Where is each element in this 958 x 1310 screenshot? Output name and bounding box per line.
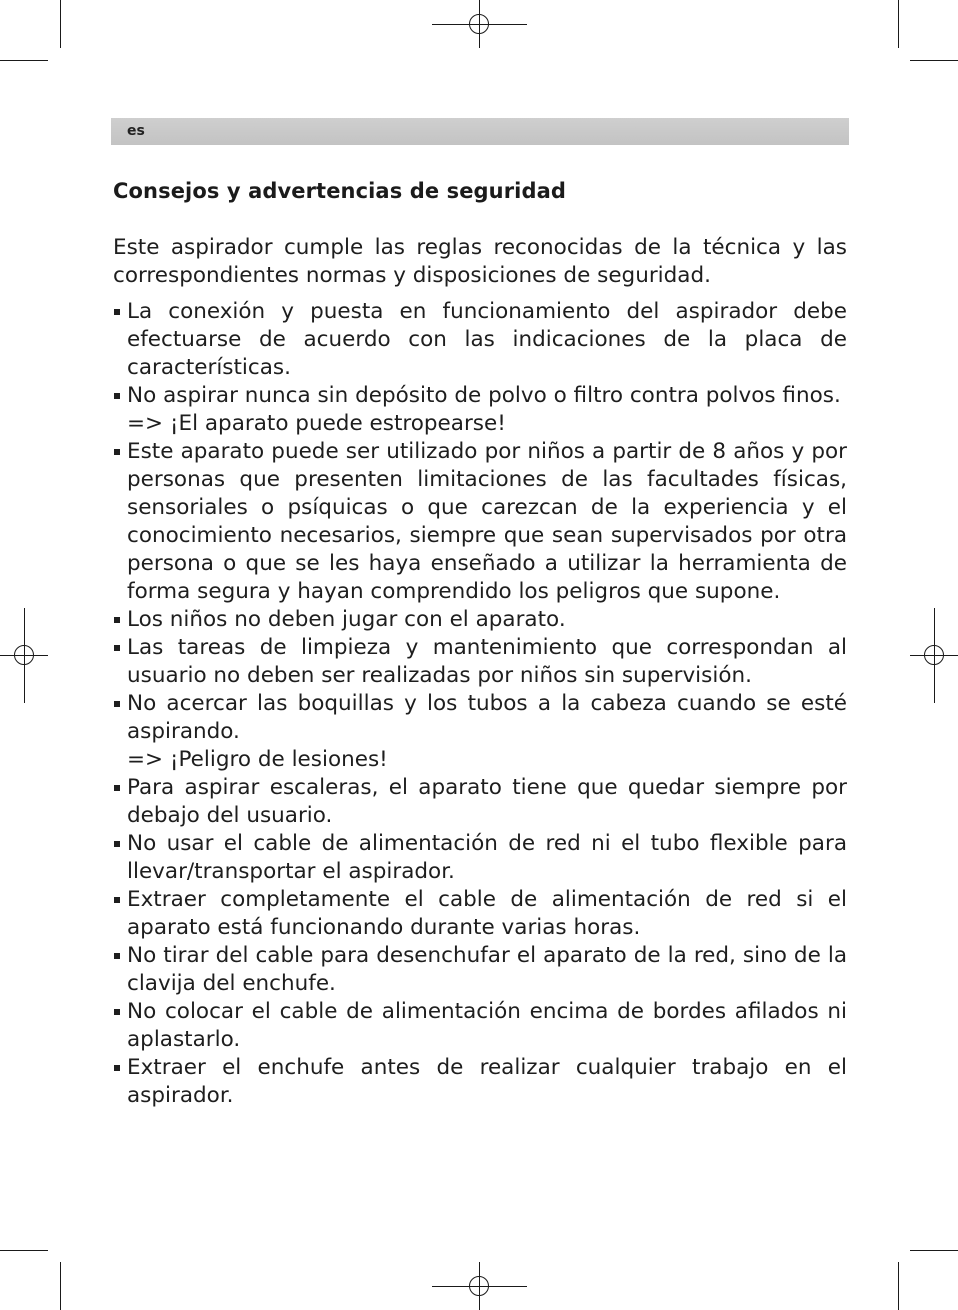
language-header-bar [111, 118, 849, 145]
list-item [113, 690, 847, 774]
list-item-text: La conexión y puesta en funcionamiento del aspirador debe efectuarse de acuerdo con las indicaciones de la placa de características. [127, 299, 847, 380]
crop-mark-bottom-right-horizontal [910, 1250, 958, 1251]
bullet-icon [114, 1065, 120, 1071]
warning-note: => ¡El aparato puede estropearse! [127, 411, 506, 436]
list-item [113, 634, 847, 690]
crop-mark-bottom-right-vertical [898, 1262, 899, 1310]
list-item-text: Los niños no deben jugar con el aparato. [127, 607, 566, 632]
list-item-text: No aspirar nunca sin depósito de polvo o filtro contra polvos finos. [127, 383, 841, 408]
list-item-text: Extraer completamente el cable de alimentación de red si el aparato está funcionando durante varias horas. [127, 887, 847, 940]
list-item-text: No acercar las boquillas y los tubos a la cabeza cuando se esté aspirando. [127, 691, 847, 744]
list-item [113, 1054, 847, 1110]
list-item-text: No usar el cable de alimentación de red ni el tubo flexible para llevar/transportar el aspirador. [127, 831, 847, 884]
crop-mark-bottom-left-vertical [60, 1262, 61, 1310]
crop-mark-top-left-horizontal [0, 60, 48, 61]
bullet-icon [114, 393, 120, 399]
intro-paragraph: Este aspirador cumple las reglas reconocidas de la técnica y las correspondientes normas y disposiciones de seguridad. [113, 235, 847, 288]
section-title: Consejos y advertencias de seguridad [113, 179, 567, 203]
list-item [113, 606, 847, 634]
crop-mark-top-right-vertical [898, 0, 899, 48]
registration-mark-left-circle [14, 645, 34, 665]
registration-mark-right-circle [924, 645, 944, 665]
list-item [113, 298, 847, 382]
safety-list [113, 298, 847, 1110]
bullet-icon [114, 309, 120, 315]
bullet-icon [114, 841, 120, 847]
list-item [113, 942, 847, 998]
language-code: es [127, 123, 145, 139]
list-item [113, 830, 847, 886]
bullet-icon [114, 701, 120, 707]
list-item [113, 438, 847, 606]
bullet-icon [114, 449, 120, 455]
list-item [113, 774, 847, 830]
bullet-icon [114, 617, 120, 623]
list-item-text: No colocar el cable de alimentación encima de bordes afilados ni aplastarlo. [127, 999, 847, 1052]
list-item-text: Este aparato puede ser utilizado por niños a partir de 8 años y por personas que presenten limitaciones de las facultades físicas, sensoriales o psíquicas o que carezcan de la experiencia y el conocimiento necesarios, siempre que sean supervisados por otra persona o que se les haya enseñado a utilizar la herramienta de forma segura y hayan comprendido los peligros que supone. [127, 439, 847, 604]
list-item-text: Las tareas de limpieza y mantenimiento que correspondan al usuario no deben ser realizadas por niños sin supervisión. [127, 635, 847, 688]
warning-note: => ¡Peligro de lesiones! [127, 747, 388, 772]
crop-mark-top-right-horizontal [910, 60, 958, 61]
bullet-icon [114, 953, 120, 959]
list-item [113, 382, 847, 438]
safety-section [113, 176, 847, 1110]
registration-mark-bottom-circle [469, 1276, 489, 1296]
list-item-text: Extraer el enchufe antes de realizar cualquier trabajo en el aspirador. [127, 1055, 847, 1108]
bullet-icon [114, 645, 120, 651]
list-item [113, 886, 847, 942]
crop-mark-top-left-vertical [60, 0, 61, 48]
bullet-icon [114, 785, 120, 791]
list-item [113, 998, 847, 1054]
bullet-icon [114, 897, 120, 903]
bullet-icon [114, 1009, 120, 1015]
list-item-text: Para aspirar escaleras, el aparato tiene que quedar siempre por debajo del usuario. [127, 775, 847, 828]
registration-mark-top-circle [469, 14, 489, 34]
list-item-text: No tirar del cable para desenchufar el aparato de la red, sino de la clavija del enchufe. [127, 943, 847, 996]
crop-mark-bottom-left-horizontal [0, 1250, 48, 1251]
